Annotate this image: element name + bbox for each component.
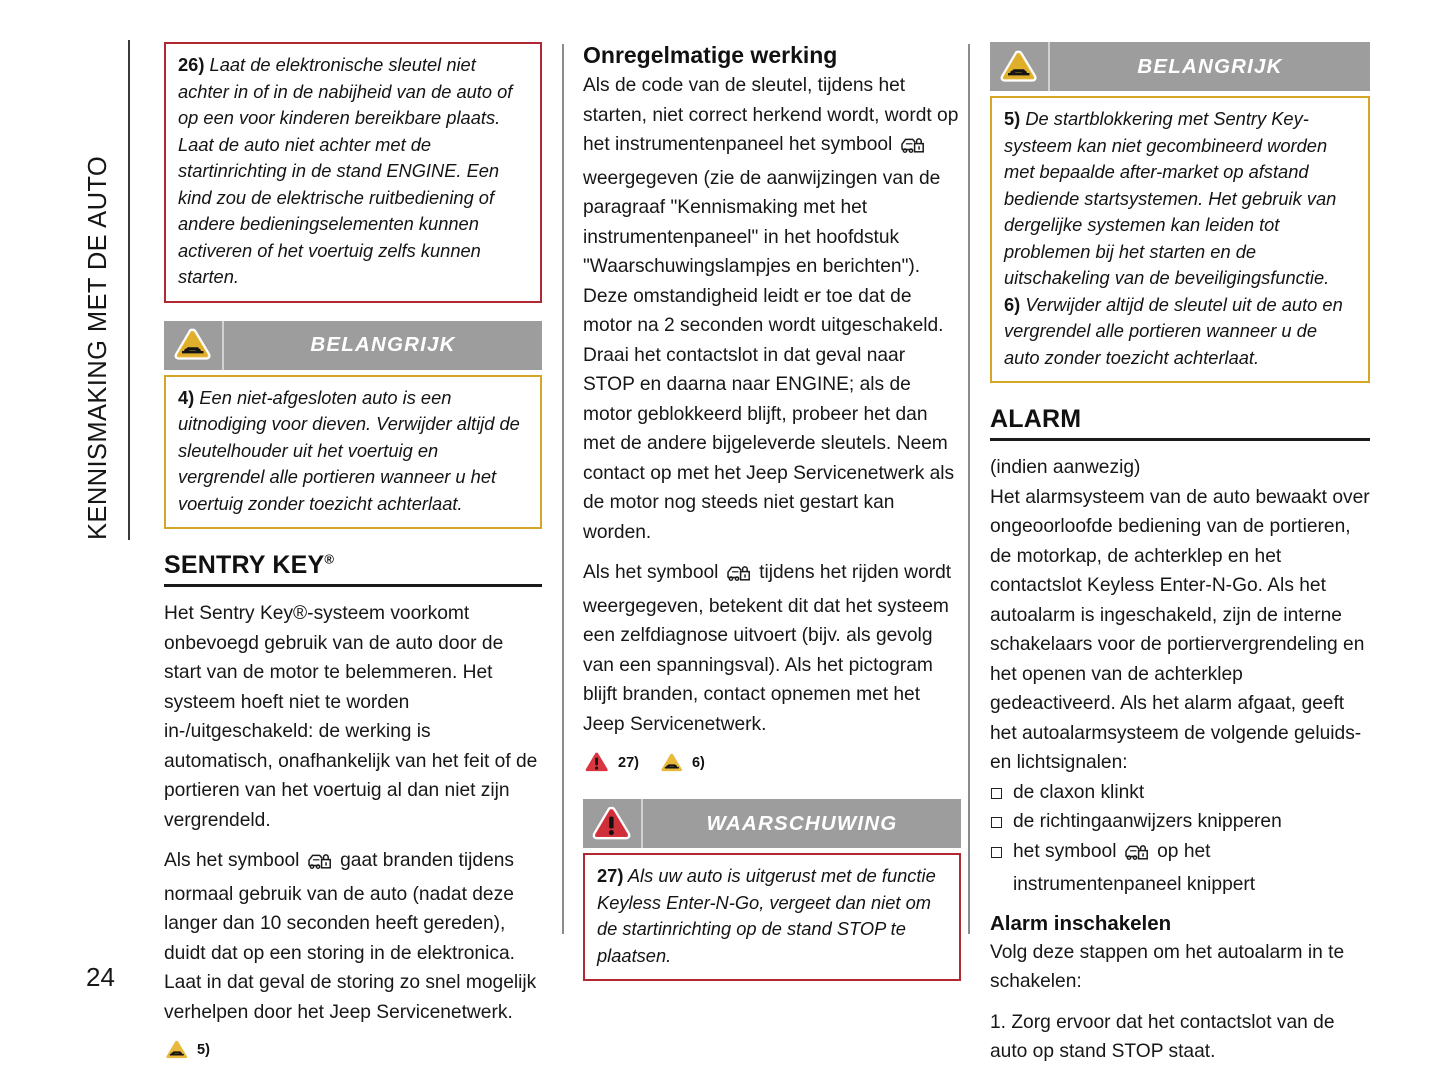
list-item-label-a: het symbool [1013,840,1117,862]
reference-number-6: 6) [691,754,705,771]
square-bullet-icon [991,788,1002,799]
alarm-signal-list [990,778,1370,900]
callout-bar-title: BELANGRIJK [1137,54,1283,78]
callout-icon-cell [990,42,1050,91]
callout-icon-cell [164,321,224,370]
sentry-key-immobilizer-icon [900,134,926,164]
sentry-key-paragraph-2a: Als het symbool [164,850,300,871]
sentry-key-heading-text: SENTRY KEY [164,551,325,579]
note-27-number: 27) [597,865,624,886]
note-26-text: Laat de elektronische sleutel niet achter in of in de nabijheid van de auto of op een voor kinderen bereikbare plaats. Laat de auto niet achter met de startinrichting in de stand ENGINE. Een kind zou de elektrische ruitbediening of andere bedieningselementen kunnen activeren of het voertuig zelfs kunnen starten. [178,54,513,287]
column2-paragraph-1b: weergegeven (zie de aanwijzingen van de paragraaf "Kennismaking met het instrumentenpaneel" in het hoofdstuk "Waarschuwingslampjes en berichten"). Deze omstandigheid leidt er toe dat de motor na 2 seconden wordt uitgeschakeld. Draai het contactslot in dat geval naar STOP en daarna naar ENGINE; als de motor geblokkeerd blijft, probeer het dan met de andere bijgeleverde sleutels. Neem contact op met het Jeep Servicenetwerk als de motor nog steeds niet gestart kan worden. [583,167,955,543]
note-4-text: Een niet-afgesloten auto is een uitnodiging voor dieven. Verwijder altijd de sleutelhouder uit het voertuig en vergrendel alle portieren wanneer u het voertuig zonder toezicht achterlaat. [178,386,520,514]
chapter-tab [78,40,130,540]
column-2 [583,42,961,981]
square-bullet-icon [991,847,1002,858]
note-6-paragraph [1004,292,1356,372]
sentry-key-immobilizer-icon [726,562,752,592]
list-item [990,778,1370,808]
note-26-number: 26) [178,54,205,75]
column2-paragraph-2b: tijdens het rijden wordt weergegeven, betekent dit dat het systeem een zelfdiagnose uitvoert (bijv. als gevolg van een spanningsval). Als het pictogram blijft branden, contact opnemen met het Jeep Servicenetwerk. [583,562,952,735]
list-item [990,807,1370,837]
column2-paragraph-2 [583,558,961,739]
callout-bar-title: BELANGRIJK [310,333,456,356]
note-6-number: 6) [1004,293,1021,315]
list-item-label: de claxon klinkt [1013,781,1145,803]
alarm-paragraph-2: Het alarmsysteem van de auto bewaakt over ongeoorloofde bediening van de portieren, de motorkap, de achterklep en het contactslot Keyless Enter-N-Go. Als het autoalarm is ingeschakeld, zijn de interne schakelaars voor de portiervergrendeling en het openen van de achterklep gedeactiveerd. Als het alarm afgaat, geeft het autoalarmsysteem de volgende geluids- en lichtsignalen: [990,486,1370,773]
alarm-inschakelen-heading: Alarm inschakelen [990,911,1172,935]
note-27-text: Als uw auto is uitgerust met de functie Keyless Enter-N-Go, vergeet dan niet om de startinrichting op de stand STOP te plaatsen. [597,865,936,966]
column2-paragraph-2a: Als het symbool [583,562,719,583]
note-4-number: 4) [178,386,195,408]
column2-paragraph-1a: Als de code van de sleutel, tijdens het starten, niet correct herkend wordt, wordt op het instrumentenpaneel het symbool [583,75,959,155]
exclamation-warning-triangle-icon [591,805,633,843]
sentry-key-paragraph-1: Het Sentry Key®-systeem voorkomt onbevoegd gebruik van de auto door de start van de motor te belemmeren. Het systeem hoeft niet te worden in-/uitgeschakeld: de werking is automatisch, onafhankelijk van het feit of de portieren van het voertuig al dan niet zijn vergrendeld. [164,603,538,831]
sentry-key-heading-rule [164,584,542,587]
note-box-27 [583,853,961,981]
note-box-5-6 [990,96,1370,383]
note-26-paragraph [178,52,528,291]
sentry-key-immobilizer-icon [307,850,333,880]
column-separator-1 [562,44,564,934]
reference-row-col2 [583,750,961,775]
list-item-label-b: op het instrumentenpaneel knippert [1013,840,1256,895]
alarm-heading: ALARM [990,405,1082,433]
column2-paragraph-1 [583,71,961,547]
reference-row-col1 [164,1038,542,1062]
reference-number-5: 5) [197,1042,210,1058]
sentry-key-immobilizer-icon [1124,841,1150,871]
exclamation-warning-triangle-icon-ref [583,750,611,775]
note-5-paragraph [1004,106,1356,292]
callout-bar-title: WAARSCHUWING [706,811,898,835]
car-warning-triangle-icon-ref [164,1038,190,1062]
note-5-number: 5) [1004,108,1021,129]
column-1 [164,42,542,1062]
list-item-label: de richtingaanwijzers knipperen [1013,811,1282,832]
alarm-paragraph-1: (indien aanwezig) [990,457,1141,478]
onregelmatige-werking-heading: Onregelmatige werking [583,42,838,68]
sentry-key-paragraph-2 [164,846,542,1027]
note-4-paragraph [178,385,528,518]
page-number: 24 [86,962,115,992]
square-bullet-icon [991,817,1002,828]
callout-icon-cell [583,799,643,848]
car-warning-triangle-icon-ref [659,751,685,775]
reference-number-27: 27) [618,754,639,771]
chapter-title: KENNISMAKING MET DE AUTO [84,155,112,540]
callout-bar-belangrijk-col3 [990,42,1370,91]
car-warning-triangle-icon [173,327,213,363]
sentry-key-heading [164,551,542,580]
note-box-4 [164,375,542,530]
callout-bar-waarschuwing [583,799,961,848]
note-box-26 [164,42,542,303]
alarm-heading-rule [990,438,1370,441]
chapter-tab-rule [128,40,130,540]
alarm-paragraph-3: Volg deze stappen om het autoalarm in te schakelen: [990,941,1345,992]
note-6-text: Verwijder altijd de sleutel uit de auto en vergrendel alle portieren wanneer u de auto zonder toezicht achterlaat. [1004,293,1343,368]
list-item [990,837,1370,900]
car-warning-triangle-icon [999,49,1039,85]
note-5-text: De startblokkering met Sentry Key-systeem kan niet gecombineerd worden met bepaalde after-market op afstand bediende startsystemen. Het gebruik van dergelijke systemen kan leiden tot problemen bij het starten en de uitschakeling van de beveiligingsfunctie. [1004,108,1337,288]
column-3 [990,42,1370,1078]
column-separator-2 [968,44,970,934]
sentry-key-paragraph-2b: gaat branden tijdens normaal gebruik van de auto (nadat deze langer dan 10 seconden heeft gereden), duidt dat op een storing in de elektronica. Laat in dat geval de storing zo snel mogelijk verhelpen door het Jeep Servicenetwerk. [164,850,537,1023]
callout-bar-belangrijk-col1 [164,321,542,370]
registered-mark: ® [324,551,335,567]
alarm-paragraph-4: 1. Zorg ervoor dat het contactslot van de auto op stand STOP staat. [990,1011,1335,1062]
note-27-paragraph [597,863,947,969]
